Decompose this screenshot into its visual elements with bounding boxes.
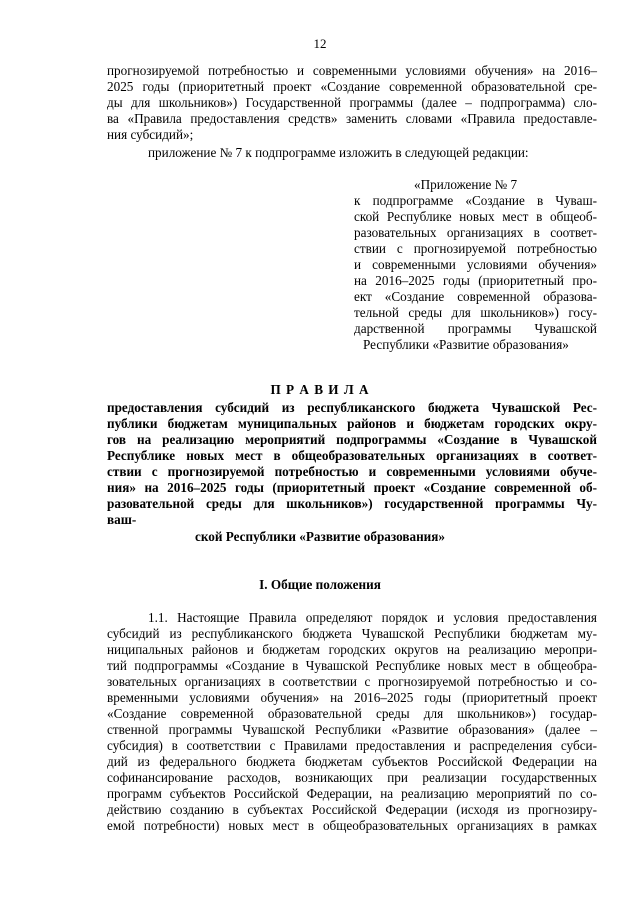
body-line: субсидия) в соответствии с Правилами предоставления и распределения субси- (107, 738, 597, 753)
annex-title: «Приложение № 7 (414, 177, 518, 192)
intro-line: прогнозируемой потребностью и современными условиями обучения» на 2016– (107, 63, 597, 78)
body-line: софинансирование расходов, возникающих при реализации государственных (107, 770, 597, 785)
intro-line: ва «Правила предоставления средств» заменить словами «Правила предоставле- (107, 111, 597, 126)
body-line: ственной программы Чувашской Республики «Развитие образования» (далее – (107, 722, 597, 737)
rules-subtitle-line: ствии с прогнозируемой потребностью и современными условиями обуче- (107, 464, 597, 479)
rules-heading: П Р А В И Л А (270, 382, 370, 397)
rules-subtitle-line: ния» на 2016–2025 годы (приоритетный проект «Создание современной об- (107, 480, 597, 495)
rules-subtitle-line: публики бюджетам муниципальных районов и бюджетам городских окру- (107, 416, 597, 431)
annex-instruction: приложение № 7 к подпрограмме изложить в следующей редакции: (148, 145, 529, 160)
section-heading: I. Общие положения (259, 577, 381, 592)
body-line: действию созданию в субъектах Российской Федерации (исходя из прогнозиру- (107, 802, 597, 817)
body-line: временными условиями обучения» на 2016–2025 годы (приоритетный проект (107, 690, 597, 705)
body-line: емой потребности) новых мест в общеобразовательных организациях в рамках (107, 818, 597, 833)
body-line: 1.1. Настоящие Правила определяют порядок и условия предоставления (148, 610, 597, 625)
annex-line: к подпрограмме «Создание в Чуваш- (354, 193, 597, 208)
annex-line: ской Республике новых мест в общеоб- (354, 209, 597, 224)
annex-line: Республики «Развитие образования» (363, 337, 569, 352)
annex-line: ствии с прогнозируемой потребностью (354, 241, 597, 256)
body-line: тий подпрограммы «Создание в Чувашской Республике новых мест в общеобра- (107, 658, 597, 673)
annex-line: тельной среды для школьников») госу- (354, 305, 597, 320)
rules-subtitle-line: разовательной среды для школьников») государственной программы Чу- (107, 496, 597, 511)
body-line: дий из федерального бюджета бюджетам субъектов Российской Федерации на (107, 754, 597, 769)
intro-line: ды для школьников») Государственной программы (далее – подпрограмма) сло- (107, 95, 597, 110)
body-line: зовательных организациях в соответствии с прогнозируемой потребностью и со- (107, 674, 597, 689)
annex-line: дарственной программы Чувашской (354, 321, 597, 336)
body-line: программ субъектов Российской Федерации, на реализацию мероприятий по со- (107, 786, 597, 801)
rules-subtitle-line: ваш- (107, 512, 137, 527)
rules-subtitle-line: гов на реализацию мероприятий подпрограммы «Создание в Чувашской (107, 432, 597, 447)
body-line: субсидий из республиканского бюджета Чувашской Республики бюджетам му- (107, 626, 597, 641)
annex-line: на 2016–2025 годы (приоритетный про- (354, 273, 597, 288)
body-line: «Создание современной образовательной среды для школьников») государ- (107, 706, 597, 721)
rules-subtitle-line: Республике новых мест в общеобразовательных организациях в соответ- (107, 448, 597, 463)
intro-line: ния субсидий»; (107, 127, 194, 142)
rules-subtitle-line: предоставления субсидий из республиканского бюджета Чувашской Рес- (107, 400, 597, 415)
intro-line: 2025 годы (приоритетный проект «Создание современной образовательной сре- (107, 79, 597, 94)
annex-line: ект «Создание современной образова- (354, 289, 597, 304)
annex-line: и современными условиями обучения» (354, 257, 597, 272)
annex-line: разовательных организациях в соответ- (354, 225, 597, 240)
body-line: ниципальных районов и бюджетам городских округов на реализацию меропри- (107, 642, 597, 657)
rules-subtitle-line: ской Республики «Развитие образования» (194, 529, 446, 544)
page-number: 12 (313, 36, 327, 51)
